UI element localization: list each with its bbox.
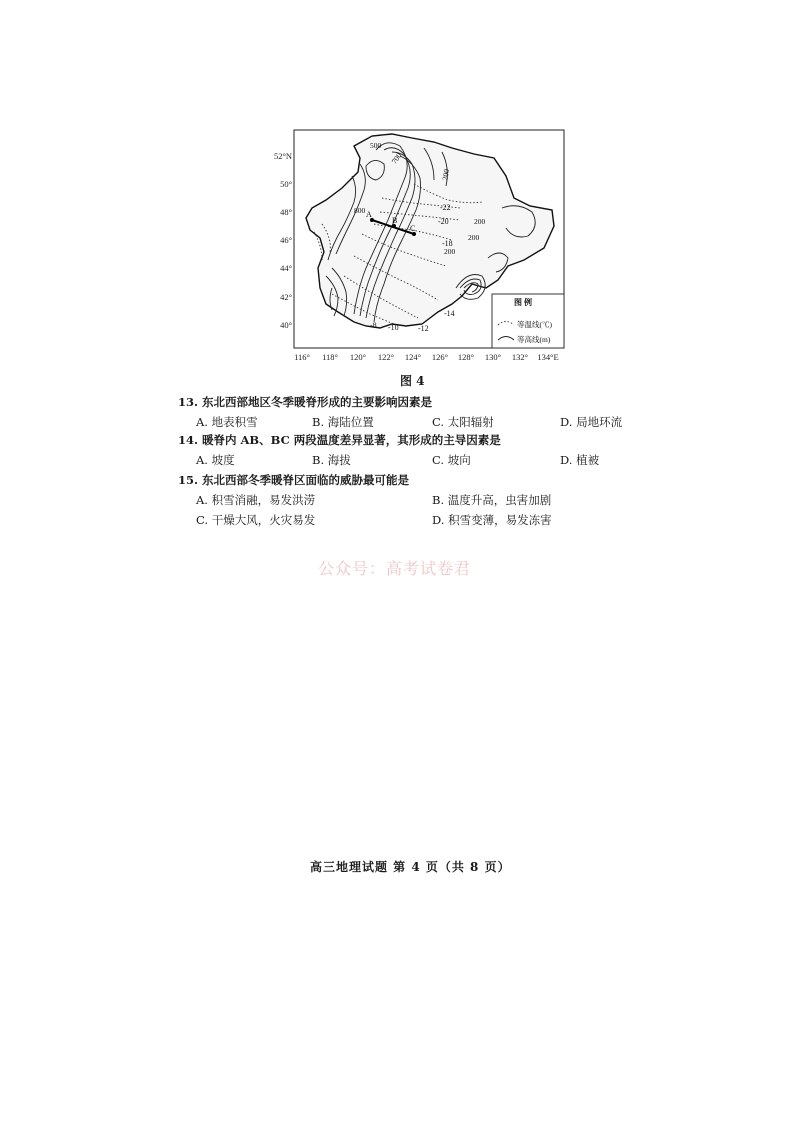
point-label-b: B: [392, 216, 398, 225]
page-footer: 高三地理试题 第 4 页（共 8 页）: [310, 860, 511, 874]
q14-option-a[interactable]: A. 坡度: [196, 453, 235, 467]
lat-label: 42°: [280, 292, 292, 302]
lon-label: 122°: [377, 352, 395, 362]
lon-label: 120°: [349, 352, 367, 362]
contour-label: 700: [389, 151, 404, 166]
q15-option-b[interactable]: B. 温度升高，虫害加剧: [432, 493, 552, 507]
isotherm-label: -20: [438, 217, 449, 226]
lat-label: 44°: [280, 263, 292, 273]
watermark-text: 公众号：高考试卷君: [318, 559, 472, 578]
contour-label: 200: [444, 247, 456, 256]
q14-option-c[interactable]: C. 坡向: [432, 453, 471, 467]
contour-label: 800: [354, 206, 366, 215]
q15-option-d[interactable]: D. 积雪变薄，易发冻害: [432, 513, 552, 527]
point-label-a: A: [366, 210, 372, 219]
lat-label: 48°: [280, 207, 292, 217]
lon-label: 126°: [431, 352, 449, 362]
contour-label: 200: [440, 168, 452, 181]
q13-option-a[interactable]: A. 地表积雪: [196, 415, 258, 429]
q13-option-c[interactable]: C. 太阳辐射: [432, 415, 494, 429]
contour-label: 500: [370, 141, 382, 150]
contour-label: 200: [468, 233, 480, 242]
map-figure: [262, 128, 572, 372]
q15-option-a[interactable]: A. 积雪消融，易发洪涝: [196, 493, 316, 507]
question-15-stem: 15. 东北西部冬季暖脊区面临的威胁最可能是: [178, 473, 410, 487]
isotherm-label: -8: [370, 321, 377, 330]
lon-label: 130°: [484, 352, 502, 362]
contour-label: 200: [474, 217, 486, 226]
map-legend: [492, 294, 564, 348]
lon-label: 132°: [511, 352, 529, 362]
legend-title: 图 例: [514, 298, 532, 307]
isotherm-label: -10: [388, 323, 399, 332]
isotherm-label: -22: [440, 203, 451, 212]
lat-label: 50°: [280, 179, 292, 189]
question-14-stem: 14. 暖脊内 AB、BC 两段温度差异显著，其形成的主导因素是: [178, 433, 501, 447]
lat-label: 52°N: [273, 151, 292, 161]
q13-option-b[interactable]: B. 海陆位置: [312, 415, 374, 429]
question-13-stem: 13. 东北西部地区冬季暖脊形成的主要影响因素是: [178, 395, 433, 409]
lat-label: 40°: [280, 320, 292, 330]
lon-label: 124°: [404, 352, 422, 362]
isotherm-label: -18: [442, 239, 453, 248]
figure-caption: 图 4: [400, 374, 425, 388]
isotherm-label: -14: [444, 309, 455, 318]
lon-label: 128°: [457, 352, 475, 362]
point-label-c: C: [410, 224, 416, 233]
q14-option-d[interactable]: D. 植被: [560, 453, 600, 467]
lat-label: 46°: [280, 235, 292, 245]
legend-isotherm-label: 等温线(℃): [517, 320, 552, 329]
isotherm-label: -12: [418, 324, 429, 333]
q13-option-d[interactable]: D. 局地环流: [560, 415, 623, 429]
legend-contour-label: 等高线(m): [517, 335, 551, 344]
lon-label: 118°: [322, 352, 338, 362]
lon-label: 116°: [294, 352, 310, 362]
q14-option-b[interactable]: B. 海拔: [312, 453, 351, 467]
q15-option-c[interactable]: C. 干燥大风，火灾易发: [196, 513, 316, 527]
lon-label: 134°E: [537, 352, 559, 362]
